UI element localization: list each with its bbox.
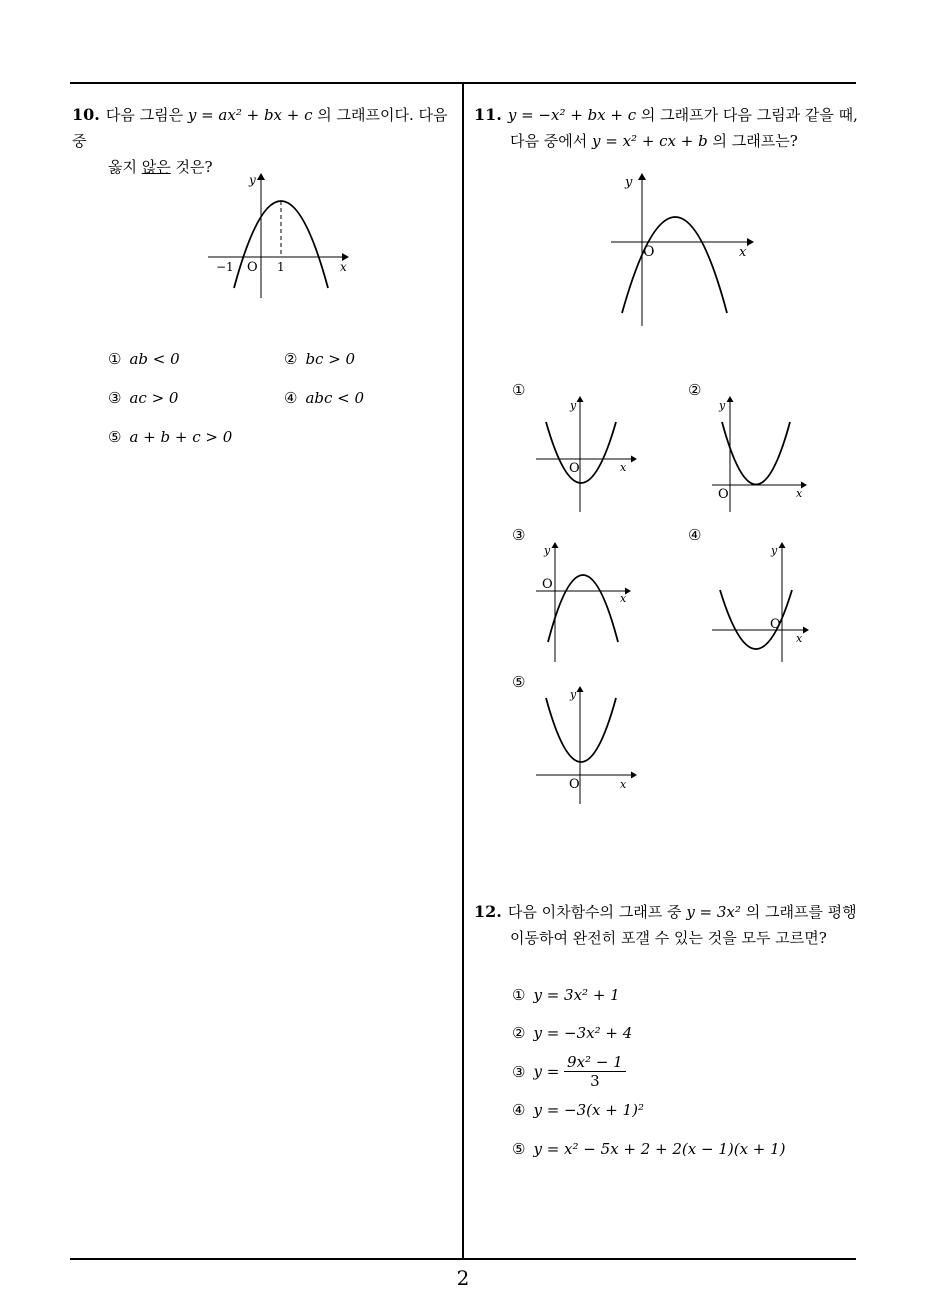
q11-option-5-mark[interactable]: ⑤ (512, 673, 526, 691)
x-axis-label: x (796, 632, 803, 645)
x-axis-label: x (796, 487, 803, 500)
option-mark: ② (284, 350, 298, 368)
underlined-word: 않은 (141, 158, 171, 176)
parabola (722, 422, 790, 485)
question-text: 옳지 (108, 158, 142, 176)
q11-option-1-graph[interactable] (532, 394, 642, 514)
origin-label: O (569, 777, 580, 792)
question-text: 다음 그림은 (105, 106, 188, 124)
option-mark: ① (108, 350, 122, 368)
option-text: ac > 0 (129, 389, 179, 407)
q11-graph (605, 168, 765, 333)
origin-label: O (247, 260, 258, 275)
q10-option-1[interactable] (108, 350, 180, 368)
question-text: 의 그래프이다. 다음 중 (72, 106, 448, 150)
q11-option-5-graph[interactable] (532, 684, 642, 806)
parabola (720, 590, 792, 649)
option-lhs: y = (533, 1062, 565, 1081)
question-text: 이동하여 완전히 포갤 수 있는 것을 모두 고르면? (510, 929, 827, 947)
q11-option-3-mark[interactable]: ③ (512, 526, 526, 544)
origin-label: O (643, 244, 655, 260)
q12-option-1[interactable] (512, 986, 620, 1004)
y-axis-label: y (544, 544, 551, 557)
x-axis-label: x (620, 592, 627, 605)
option-mark: ⑤ (108, 428, 122, 446)
q12-option-4[interactable] (512, 1101, 644, 1119)
question-text: 것은? (170, 158, 213, 176)
y-axis-label: y (570, 399, 577, 412)
question-number: 12. (474, 902, 502, 921)
question-text: 다음 이차함수의 그래프 중 (507, 903, 687, 921)
option-text: a + b + c > 0 (129, 428, 233, 446)
option-mark: ⑤ (512, 1140, 526, 1158)
parabola (548, 575, 618, 642)
question-12 (474, 899, 864, 951)
q10-option-4[interactable] (284, 389, 364, 407)
y-axis-label: y (249, 173, 256, 187)
equation: y = −x² + bx + c (507, 106, 637, 124)
parabola (546, 422, 616, 483)
question-number: 11. (474, 105, 502, 124)
fraction (564, 1053, 626, 1090)
q10-option-5[interactable] (108, 428, 232, 446)
option-mark: ① (512, 986, 526, 1004)
option-mark: ③ (512, 1062, 526, 1081)
option-mark: ④ (512, 1101, 526, 1119)
q11-option-3-graph[interactable] (532, 540, 642, 665)
option-text: y = −3x² + 4 (533, 1024, 633, 1042)
equation: y = ax² + bx + c (187, 106, 313, 124)
question-text: 의 그래프가 다음 그림과 같을 때, (636, 106, 858, 124)
origin-label: O (718, 487, 729, 502)
y-axis-label: y (570, 688, 577, 701)
fraction-denominator: 3 (590, 1072, 600, 1090)
parabola (622, 217, 727, 313)
option-mark: ④ (284, 389, 298, 407)
y-axis-label: y (625, 175, 633, 190)
q10-option-2[interactable] (284, 350, 355, 368)
q10-graph (200, 168, 360, 308)
x-axis-label: x (739, 245, 747, 260)
page-number: 2 (456, 1266, 470, 1290)
x-axis-label: x (620, 461, 627, 474)
option-mark: ② (512, 1024, 526, 1042)
origin-label: O (770, 617, 781, 632)
tick-label-right: 1 (277, 260, 285, 274)
fraction-numerator: 9x² − 1 (564, 1053, 626, 1072)
q11-option-1-mark[interactable]: ① (512, 381, 526, 399)
q11-option-4-graph[interactable] (708, 540, 818, 665)
equation: y = 3x² (686, 903, 741, 921)
option-text: ab < 0 (129, 350, 180, 368)
y-axis-label: y (719, 399, 726, 412)
q12-option-3[interactable] (512, 1053, 626, 1090)
tick-label-left: −1 (216, 260, 234, 274)
x-axis-label: x (620, 778, 627, 791)
column-divider (462, 83, 464, 1259)
q11-option-4-mark[interactable]: ④ (688, 526, 702, 544)
option-text: y = −3(x + 1)² (533, 1101, 644, 1119)
origin-label: O (542, 577, 553, 592)
parabola (546, 698, 616, 762)
q12-option-5[interactable] (512, 1140, 786, 1158)
option-text: abc < 0 (305, 389, 365, 407)
question-text: 다음 중에서 (510, 132, 592, 150)
q11-option-2-graph[interactable] (708, 394, 818, 514)
equation: y = x² + cx + b (592, 132, 708, 150)
q10-option-3[interactable] (108, 389, 178, 407)
option-text: y = 3x² + 1 (533, 986, 620, 1004)
option-mark: ③ (108, 389, 122, 407)
question-text: 의 그래프를 평행 (740, 903, 857, 921)
x-axis-label: x (340, 260, 347, 274)
question-11 (474, 102, 864, 154)
q11-option-2-mark[interactable]: ② (688, 381, 702, 399)
question-number: 10. (72, 105, 100, 124)
origin-label: O (569, 461, 580, 476)
option-text: bc > 0 (305, 350, 356, 368)
q12-option-2[interactable] (512, 1024, 632, 1042)
question-text: 의 그래프는? (707, 132, 798, 150)
y-axis-label: y (771, 544, 778, 557)
option-text: y = x² − 5x + 2 + 2(x − 1)(x + 1) (533, 1140, 786, 1158)
